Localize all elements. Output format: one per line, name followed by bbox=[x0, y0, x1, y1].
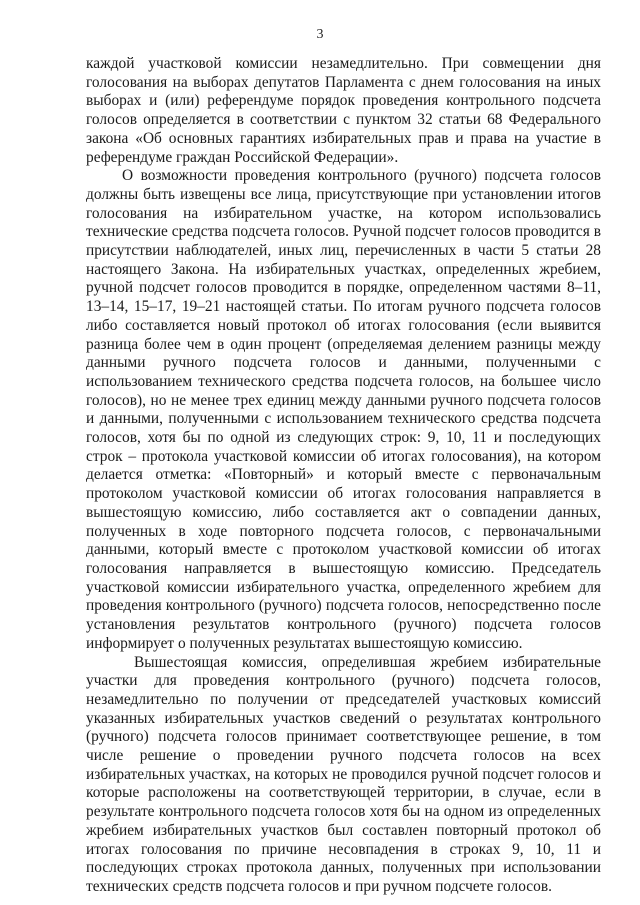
document-body bbox=[86, 55, 601, 897]
paragraph-manual-count: О возможности проведения контрольного (ручного) подсчета голосов должны быть извещены все лица, присутствующие при установлении итогов голосования на избирательном участке, на котором использовались технические средства подсчета голосов. Ручной подсчет голосов проводится в присутствии наблюдателей, иных лиц, перечисленных в части 5 статьи 28 настоящего Закона. На избирательных участках, определенных жребием, ручной подсчет голосов проводится в порядке, определенном частями 8–11, 13–14, 15–17, 19–21 настоящей статьи. По итогам ручного подсчета голосов либо составляется новый протокол об итогах голосования (если выявится разница более чем в один процент (определяемая делением разницы между данными ручного подсчета голосов и данными, полученными с использованием технического средства подсчета голосов, на большее число голосов), но не менее трех единиц между данными ручного подсчета голосов и данными, полученными с использованием технического средства подсчета голосов, хотя бы по одной из следующих строк: 9, 10, 11 и последующих строк – протокола участковой комиссии об итогах голосования), на котором делается отметка: «Повторный» и который вместе с первоначальным протоколом участковой комиссии об итогах голосования направляется в вышестоящую комиссию, либо составляется акт о совпадении данных, полученных в ходе повторного подсчета голосов, с первоначальными данными, который вместе с протоколом участковой комиссии об итогах голосования направляется в вышестоящую комиссию. Председатель участковой комиссии избирательного участка, определенного жребием для проведения контрольного (ручного) подсчета голосов, непосредственно после установления результатов контрольного (ручного) подсчета голосов информирует о полученных результатах вышестоящую комиссию. bbox=[86, 167, 601, 652]
paragraph-continuation: каждой участковой комиссии незамедлительно. При совмещении дня голосования на выборах депутатов Парламента с днем голосования на иных выборах и (или) референдуме порядок проведения контрольного подсчета голосов определяется в соответствии с пунктом 32 статьи 68 Федерального закона «Об основных гарантиях избирательных прав и права на участие в референдуме граждан Российской Федерации». bbox=[86, 55, 601, 166]
page-number: 3 bbox=[316, 27, 324, 42]
paragraph-higher-commission: Вышестоящая комиссия, определившая жребием избирательные участки для проведения контрольного (ручного) подсчета голосов, незамедлительно по получении от председателей участковых комиссий указанных избирательных участков сведений о результатах контрольного (ручного) подсчета голосов принимает соответствующее решение, в том числе решение о проведении ручного подсчета голосов на всех избирательных участках, на которых не проводился ручной подсчет голосов и которые расположены на соответствующей территории, в случае, если в результате контрольного подсчета голосов хотя бы на одном из определенных жребием избирательных участков был составлен повторный протокол об итогах голосования по причине несовпадения в строках 9, 10, 11 и последующих строках протокола данных, полученных при использовании технических средств подсчета голосов и при ручном подсчете голосов. bbox=[86, 653, 601, 895]
